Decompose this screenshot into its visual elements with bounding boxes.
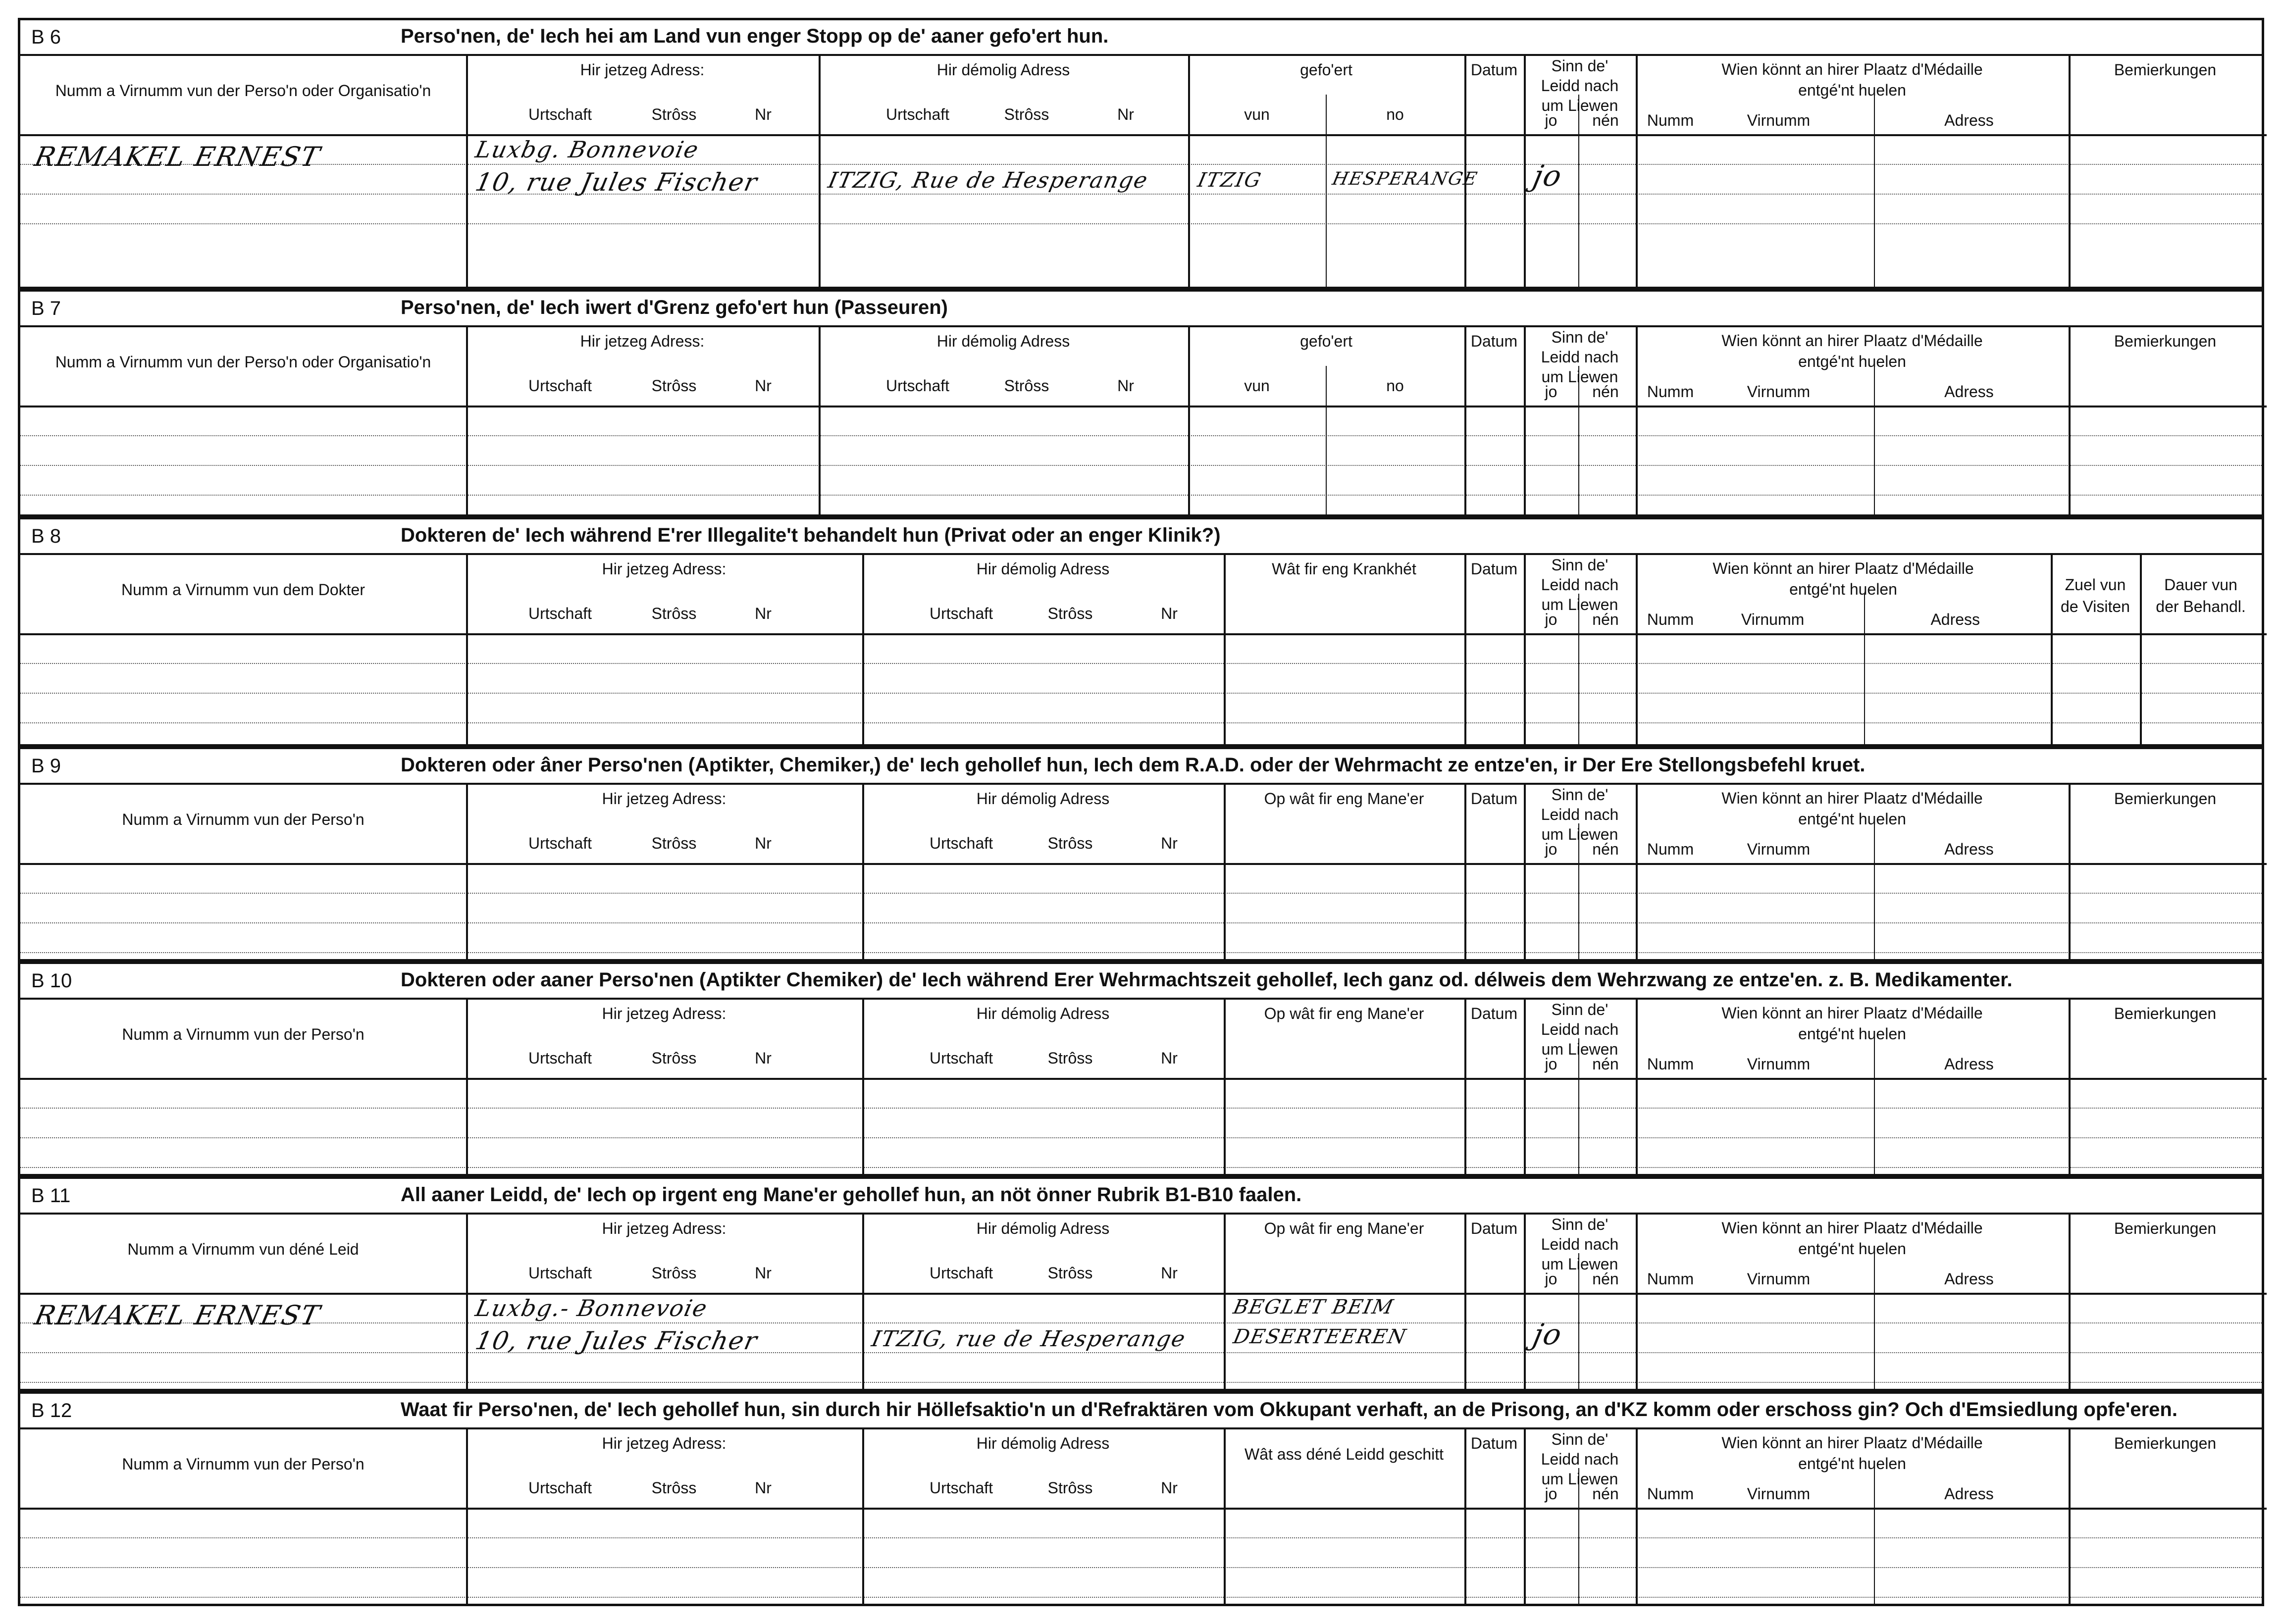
nen-header: nén	[1592, 383, 1619, 401]
section-code: B 6	[31, 26, 61, 48]
entry-line	[20, 435, 2262, 436]
header-bottom-rule	[20, 1508, 2267, 1510]
column-divider	[1188, 325, 1190, 514]
entry-line	[20, 893, 2262, 894]
bemierkungen-header: Bemierkungen	[2114, 1005, 2217, 1022]
ortschaft-header: Urtschaft	[528, 1264, 592, 1282]
wien-medaille-header: Wien könnt an hirer Plaatz d'Médaille entgé'nt huelen	[1721, 789, 1983, 828]
handwritten-current-address-line2: 10, rue Jules Fischer	[472, 168, 761, 197]
virnumm-adress-divider	[1874, 823, 1875, 959]
adress-header: Adress	[1944, 1270, 1994, 1288]
nr-header: Nr	[1161, 1264, 1178, 1282]
bemierkungen-header: Bemierkungen	[2114, 1434, 2217, 1452]
handwritten-jo-mark: jo	[1530, 159, 1566, 193]
nen-header: nén	[1592, 1485, 1619, 1503]
column-divider	[1224, 1213, 1226, 1389]
nen-header: nén	[1592, 111, 1619, 129]
virnumm-adress-divider	[1874, 95, 1875, 287]
column-divider	[1636, 783, 1638, 959]
column-divider	[2069, 1427, 2071, 1604]
bemierkungen-header: Bemierkungen	[2114, 790, 2217, 808]
dauer-behandl-header: Dauer vun der Behandl.	[2156, 576, 2246, 615]
header-bottom-rule	[20, 406, 2267, 407]
jo-header: jo	[1545, 111, 1557, 129]
current-address-header: Hir jetzeg Adress:	[602, 560, 726, 578]
nr-header: Nr	[1161, 834, 1178, 852]
entry-line	[20, 922, 2262, 923]
handwritten-name: REMAKEL ERNEST	[32, 1300, 323, 1331]
nr-header: Nr	[755, 1479, 772, 1497]
section-b6	[18, 18, 2264, 289]
column-divider	[2140, 553, 2142, 744]
sinn-leidd-header: Sinn de' Leidd nach um Liewen	[1541, 328, 1619, 386]
name-column-header: Numm a Virnumm vun der Perso'n	[122, 811, 364, 828]
wien-medaille-header: Wien könnt an hirer Plaatz d'Médaille entgé'nt huelen	[1721, 60, 1983, 99]
entry-line	[20, 1352, 2262, 1353]
wien-medaille-header: Wien könnt an hirer Plaatz d'Médaille entgé'nt huelen	[1712, 559, 1974, 598]
nr-header: Nr	[755, 1264, 772, 1282]
stross-header: Strôss	[651, 1479, 697, 1497]
stross-header: Strôss	[1047, 834, 1093, 852]
entry-line	[20, 1382, 2262, 1383]
name-column-header: Numm a Virnumm vun der Perso'n	[122, 1025, 364, 1043]
column-divider	[466, 1427, 468, 1604]
entry-line	[20, 722, 2262, 723]
jo-header: jo	[1545, 610, 1557, 628]
gefoert-header: gefo'ert	[1300, 61, 1352, 79]
handwritten-jo-mark: jo	[1530, 1318, 1566, 1351]
current-address-header: Hir jetzeg Adress:	[580, 61, 705, 79]
numm-header: Numm	[1647, 840, 1694, 858]
column-divider	[466, 325, 468, 514]
column-divider	[466, 553, 468, 744]
ortschaft-header: Urtschaft	[528, 834, 592, 852]
section-title-row	[20, 519, 2262, 555]
header-bottom-rule	[20, 1078, 2267, 1080]
ortschaft-header: Urtschaft	[929, 1049, 993, 1067]
column-divider	[1636, 553, 1638, 744]
ortschaft-header: Urtschaft	[885, 377, 950, 395]
column-divider	[1464, 1213, 1466, 1389]
current-address-header: Hir jetzeg Adress:	[602, 1434, 726, 1452]
section-title: Waat fir Perso'nen, de' Iech gehollef hun, sin durch hir Höllefsaktio'n un d'Refraktären vom Okkupant verhaft, an de Prisong, an d'KZ komm oder erschoss gin? Och d'Emsiedlung opfe'eren.	[401, 1399, 2178, 1421]
column-divider	[1464, 783, 1466, 959]
jo-nen-divider	[1578, 594, 1579, 744]
ortschaft-header: Urtschaft	[885, 105, 950, 123]
jo-header: jo	[1545, 383, 1557, 401]
bemierkungen-header: Bemierkungen	[2114, 332, 2217, 350]
entry-line	[20, 1537, 2262, 1538]
section-title: Dokteren oder âner Perso'nen (Aptikter, Chemiker,) de' Iech gehollef hun, Iech dem R.A.D. oder der Wehrmacht ze entze'en, ir Der Ere Stellongsbefehl kruet.	[401, 754, 1866, 776]
column-divider	[466, 54, 468, 287]
column-divider	[1524, 1213, 1526, 1389]
no-header: no	[1386, 105, 1404, 123]
ortschaft-header: Urtschaft	[929, 1264, 993, 1282]
datum-header: Datum	[1470, 560, 1518, 578]
numm-header: Numm	[1647, 111, 1694, 129]
virnumm-adress-divider	[1874, 1253, 1875, 1389]
entry-line	[20, 1322, 2262, 1323]
ortschaft-header: Urtschaft	[528, 105, 592, 123]
datum-header: Datum	[1470, 790, 1518, 808]
column-divider	[466, 998, 468, 1174]
section-title: All aaner Leidd, de' Iech op irgent eng Mane'er gehollef hun, an nöt önner Rubrik B1-B10 faalen.	[401, 1184, 1302, 1206]
handwritten-maneier-line1: BEGLET BEIM	[1231, 1296, 1396, 1319]
column-divider	[2069, 54, 2071, 287]
adress-header: Adress	[1944, 111, 1994, 129]
adress-header: Adress	[1930, 610, 1980, 628]
column-divider	[1524, 325, 1526, 514]
column-divider	[1636, 325, 1638, 514]
name-column-header: Numm a Virnumm vun déné Leid	[127, 1240, 359, 1258]
section-title-row	[20, 749, 2262, 785]
entry-line	[20, 1567, 2262, 1568]
column-divider	[1524, 783, 1526, 959]
jo-nen-divider	[1578, 95, 1579, 287]
header-bottom-rule	[20, 633, 2267, 635]
handwritten-current-address-line2: 10, rue Jules Fischer	[472, 1326, 761, 1355]
vun-no-divider	[1326, 95, 1327, 287]
section-b8	[18, 517, 2264, 747]
handwritten-name: REMAKEL ERNEST	[32, 141, 323, 172]
handwritten-gefoert-no: HESPERANGE	[1330, 169, 1480, 189]
column-divider	[1636, 54, 1638, 287]
column-divider	[1464, 325, 1466, 514]
wat-leidd-header: Wât ass déné Leidd geschitt	[1244, 1445, 1444, 1463]
stross-header: Strôss	[651, 605, 697, 622]
current-address-header: Hir jetzeg Adress:	[602, 1219, 726, 1237]
datum-header: Datum	[1470, 332, 1518, 350]
vun-header: vun	[1244, 377, 1270, 395]
current-address-header: Hir jetzeg Adress:	[580, 332, 705, 350]
column-divider	[1188, 54, 1190, 287]
ortschaft-header: Urtschaft	[528, 605, 592, 622]
column-divider	[1464, 998, 1466, 1174]
header-bottom-rule	[20, 1293, 2267, 1295]
wien-medaille-header: Wien könnt an hirer Plaatz d'Médaille entgé'nt huelen	[1721, 1434, 1983, 1472]
sinn-leidd-header: Sinn de' Leidd nach um Liewen	[1541, 57, 1619, 114]
stross-header: Strôss	[1047, 1479, 1093, 1497]
stross-header: Strôss	[1004, 105, 1049, 123]
bemierkungen-header: Bemierkungen	[2114, 61, 2217, 79]
section-b9	[18, 747, 2264, 962]
section-code: B 7	[31, 298, 61, 319]
jo-header: jo	[1545, 1055, 1557, 1073]
section-title-row	[20, 1179, 2262, 1215]
virnumm-header: Virnumm	[1747, 111, 1811, 129]
column-divider	[862, 998, 864, 1174]
entry-line	[20, 1137, 2262, 1138]
stross-header: Strôss	[1047, 1049, 1093, 1067]
numm-header: Numm	[1647, 383, 1694, 401]
column-divider	[2069, 1213, 2071, 1389]
entry-line	[20, 952, 2262, 953]
ortschaft-header: Urtschaft	[929, 605, 993, 622]
datum-header: Datum	[1470, 1219, 1518, 1237]
stross-header: Strôss	[651, 834, 697, 852]
gefoert-header: gefo'ert	[1300, 332, 1352, 350]
name-column-header: Numm a Virnumm vun der Perso'n	[122, 1455, 364, 1473]
ortschaft-header: Urtschaft	[528, 377, 592, 395]
nr-header: Nr	[1117, 377, 1134, 395]
nen-header: nén	[1592, 1270, 1619, 1288]
op-wat-maneier-header: Op wât fir eng Mane'er	[1264, 790, 1424, 808]
section-code: B 12	[31, 1400, 72, 1421]
column-divider	[1224, 783, 1226, 959]
handwritten-maneier-line2: DESERTEEREN	[1231, 1325, 1409, 1348]
nen-header: nén	[1592, 610, 1619, 628]
krankheet-header: Wât fir eng Krankhét	[1272, 560, 1416, 578]
section-title: Dokteren de' Iech während E'rer Illegalite't behandelt hun (Privat oder an enger Klinik?)	[401, 524, 1221, 546]
column-divider	[819, 54, 821, 287]
bemierkungen-header: Bemierkungen	[2114, 1219, 2217, 1237]
section-title-row	[20, 292, 2262, 327]
handwritten-current-address-line1: Luxbg. Bonnevoie	[473, 136, 702, 163]
former-address-header: Hir démolig Adress	[976, 790, 1110, 808]
sinn-leidd-header: Sinn de' Leidd nach um Liewen	[1541, 556, 1619, 613]
sinn-leidd-header: Sinn de' Leidd nach um Liewen	[1541, 1216, 1619, 1273]
nen-header: nén	[1592, 1055, 1619, 1073]
virnumm-header: Virnumm	[1747, 840, 1811, 858]
numm-header: Numm	[1647, 1485, 1694, 1503]
entry-line	[20, 1597, 2262, 1598]
stross-header: Strôss	[1047, 1264, 1093, 1282]
virnumm-header: Virnumm	[1747, 1485, 1811, 1503]
stross-header: Strôss	[651, 1049, 697, 1067]
virnumm-header: Virnumm	[1747, 383, 1811, 401]
section-title-row	[20, 1394, 2262, 1429]
section-b11	[18, 1176, 2264, 1391]
column-divider	[862, 1213, 864, 1389]
virnumm-header: Virnumm	[1747, 1055, 1811, 1073]
column-divider	[466, 783, 468, 959]
column-divider	[1636, 1427, 1638, 1604]
entry-line	[20, 194, 2262, 195]
wien-medaille-header: Wien könnt an hirer Plaatz d'Médaille entgé'nt huelen	[1721, 332, 1983, 370]
nr-header: Nr	[755, 105, 772, 123]
former-address-header: Hir démolig Adress	[976, 560, 1110, 578]
section-code: B 8	[31, 525, 61, 547]
handwritten-gefoert-vun: ITZIG	[1195, 169, 1264, 192]
nr-header: Nr	[755, 605, 772, 622]
column-divider	[466, 1213, 468, 1389]
nr-header: Nr	[755, 377, 772, 395]
section-title-row	[20, 20, 2262, 56]
stross-header: Strôss	[1004, 377, 1049, 395]
handwritten-current-address-line1: Luxbg.- Bonnevoie	[473, 1295, 711, 1321]
virnumm-adress-divider	[1874, 1038, 1875, 1174]
vun-no-divider	[1326, 366, 1327, 514]
former-address-header: Hir démolig Adress	[976, 1005, 1110, 1022]
datum-header: Datum	[1470, 1005, 1518, 1022]
nen-header: nén	[1592, 840, 1619, 858]
op-wat-maneier-header: Op wât fir eng Mane'er	[1264, 1219, 1424, 1237]
sinn-leidd-header: Sinn de' Leidd nach um Liewen	[1541, 1430, 1619, 1488]
stross-header: Strôss	[651, 105, 697, 123]
section-code: B 11	[31, 1185, 71, 1207]
column-divider	[1524, 553, 1526, 744]
section-b12	[18, 1391, 2264, 1606]
virnumm-header: Virnumm	[1741, 610, 1805, 628]
section-b7	[18, 289, 2264, 517]
numm-header: Numm	[1647, 1055, 1694, 1073]
column-divider	[1464, 553, 1466, 744]
adress-header: Adress	[1944, 1485, 1994, 1503]
zuel-visiten-header: Zuel vun de Visiten	[2061, 576, 2130, 615]
nr-header: Nr	[755, 1049, 772, 1067]
adress-header: Adress	[1944, 1055, 1994, 1073]
jo-header: jo	[1545, 1270, 1557, 1288]
header-bottom-rule	[20, 863, 2267, 865]
ortschaft-header: Urtschaft	[528, 1049, 592, 1067]
current-address-header: Hir jetzeg Adress:	[602, 1005, 726, 1022]
section-code: B 9	[31, 755, 61, 777]
nr-header: Nr	[1161, 605, 1178, 622]
section-title: Perso'nen, de' Iech iwert d'Grenz gefo'ert hun (Passeuren)	[401, 297, 948, 318]
column-divider	[862, 1427, 864, 1604]
name-column-header: Numm a Virnumm vun der Perso'n oder Organisatio'n	[55, 82, 431, 100]
jo-header: jo	[1545, 840, 1557, 858]
header-bottom-rule	[20, 134, 2267, 136]
virnumm-adress-divider	[1864, 594, 1865, 744]
wien-medaille-header: Wien könnt an hirer Plaatz d'Médaille entgé'nt huelen	[1721, 1219, 1983, 1258]
datum-header: Datum	[1470, 1434, 1518, 1452]
stross-header: Strôss	[651, 1264, 697, 1282]
column-divider	[1224, 1427, 1226, 1604]
op-wat-maneier-header: Op wât fir eng Mane'er	[1264, 1005, 1424, 1022]
wien-medaille-header: Wien könnt an hirer Plaatz d'Médaille entgé'nt huelen	[1721, 1004, 1983, 1043]
virnumm-adress-divider	[1874, 1468, 1875, 1604]
stross-header: Strôss	[1047, 605, 1093, 622]
former-address-header: Hir démolig Adress	[976, 1219, 1110, 1237]
column-divider	[1464, 1427, 1466, 1604]
name-column-header: Numm a Virnumm vun der Perso'n oder Organisatio'n	[55, 353, 431, 371]
entry-line	[20, 1167, 2262, 1168]
column-divider	[862, 783, 864, 959]
former-address-header: Hir démolig Adress	[936, 61, 1070, 79]
numm-header: Numm	[1647, 610, 1694, 628]
column-divider	[1524, 998, 1526, 1174]
no-header: no	[1386, 377, 1404, 395]
column-divider	[1224, 998, 1226, 1174]
sinn-leidd-header: Sinn de' Leidd nach um Liewen	[1541, 786, 1619, 843]
entry-line	[20, 164, 2262, 165]
section-code: B 10	[31, 970, 72, 992]
handwritten-former-address: ITZIG, Rue de Hesperange	[826, 168, 1151, 193]
former-address-header: Hir démolig Adress	[936, 332, 1070, 350]
column-divider	[1636, 1213, 1638, 1389]
column-divider	[862, 553, 864, 744]
column-divider	[2069, 325, 2071, 514]
column-divider	[1224, 553, 1226, 744]
section-b10	[18, 962, 2264, 1176]
virnumm-header: Virnumm	[1747, 1270, 1811, 1288]
ortschaft-header: Urtschaft	[528, 1479, 592, 1497]
column-divider	[2069, 998, 2071, 1174]
section-title: Dokteren oder aaner Perso'nen (Aptikter Chemiker) de' Iech während Erer Wehrmachtszeit gehollef, Iech ganz od. délweis dem Wehrzwang ze entze'en. z. B. Medikamenter.	[401, 969, 2013, 991]
entry-line	[20, 663, 2262, 664]
datum-header: Datum	[1470, 61, 1518, 79]
stross-header: Strôss	[651, 377, 697, 395]
column-divider	[1524, 1427, 1526, 1604]
vun-header: vun	[1244, 105, 1270, 123]
column-divider	[2069, 783, 2071, 959]
name-column-header: Numm a Virnumm vun dem Dokter	[121, 581, 365, 599]
entry-line	[20, 465, 2262, 466]
virnumm-adress-divider	[1874, 366, 1875, 514]
sinn-leidd-header: Sinn de' Leidd nach um Liewen	[1541, 1001, 1619, 1058]
section-title: Perso'nen, de' Iech hei am Land vun enger Stopp op de' aaner gefo'ert hun.	[401, 25, 1109, 47]
handwritten-former-address: ITZIG, rue de Hesperange	[869, 1326, 1189, 1352]
entry-line	[20, 223, 2262, 224]
nr-header: Nr	[1161, 1479, 1178, 1497]
nr-header: Nr	[1117, 105, 1134, 123]
former-address-header: Hir démolig Adress	[976, 1434, 1110, 1452]
numm-header: Numm	[1647, 1270, 1694, 1288]
column-divider	[1524, 54, 1526, 287]
jo-header: jo	[1545, 1485, 1557, 1503]
section-title-row	[20, 964, 2262, 1000]
jo-nen-divider	[1578, 366, 1579, 514]
entry-line	[20, 693, 2262, 694]
adress-header: Adress	[1944, 840, 1994, 858]
column-divider	[1636, 998, 1638, 1174]
entry-line	[20, 495, 2262, 496]
current-address-header: Hir jetzeg Adress:	[602, 790, 726, 808]
ortschaft-header: Urtschaft	[929, 834, 993, 852]
nr-header: Nr	[755, 834, 772, 852]
column-divider	[819, 325, 821, 514]
adress-header: Adress	[1944, 383, 1994, 401]
entry-line	[20, 1108, 2262, 1109]
ortschaft-header: Urtschaft	[929, 1479, 993, 1497]
nr-header: Nr	[1161, 1049, 1178, 1067]
column-divider	[2051, 553, 2053, 744]
